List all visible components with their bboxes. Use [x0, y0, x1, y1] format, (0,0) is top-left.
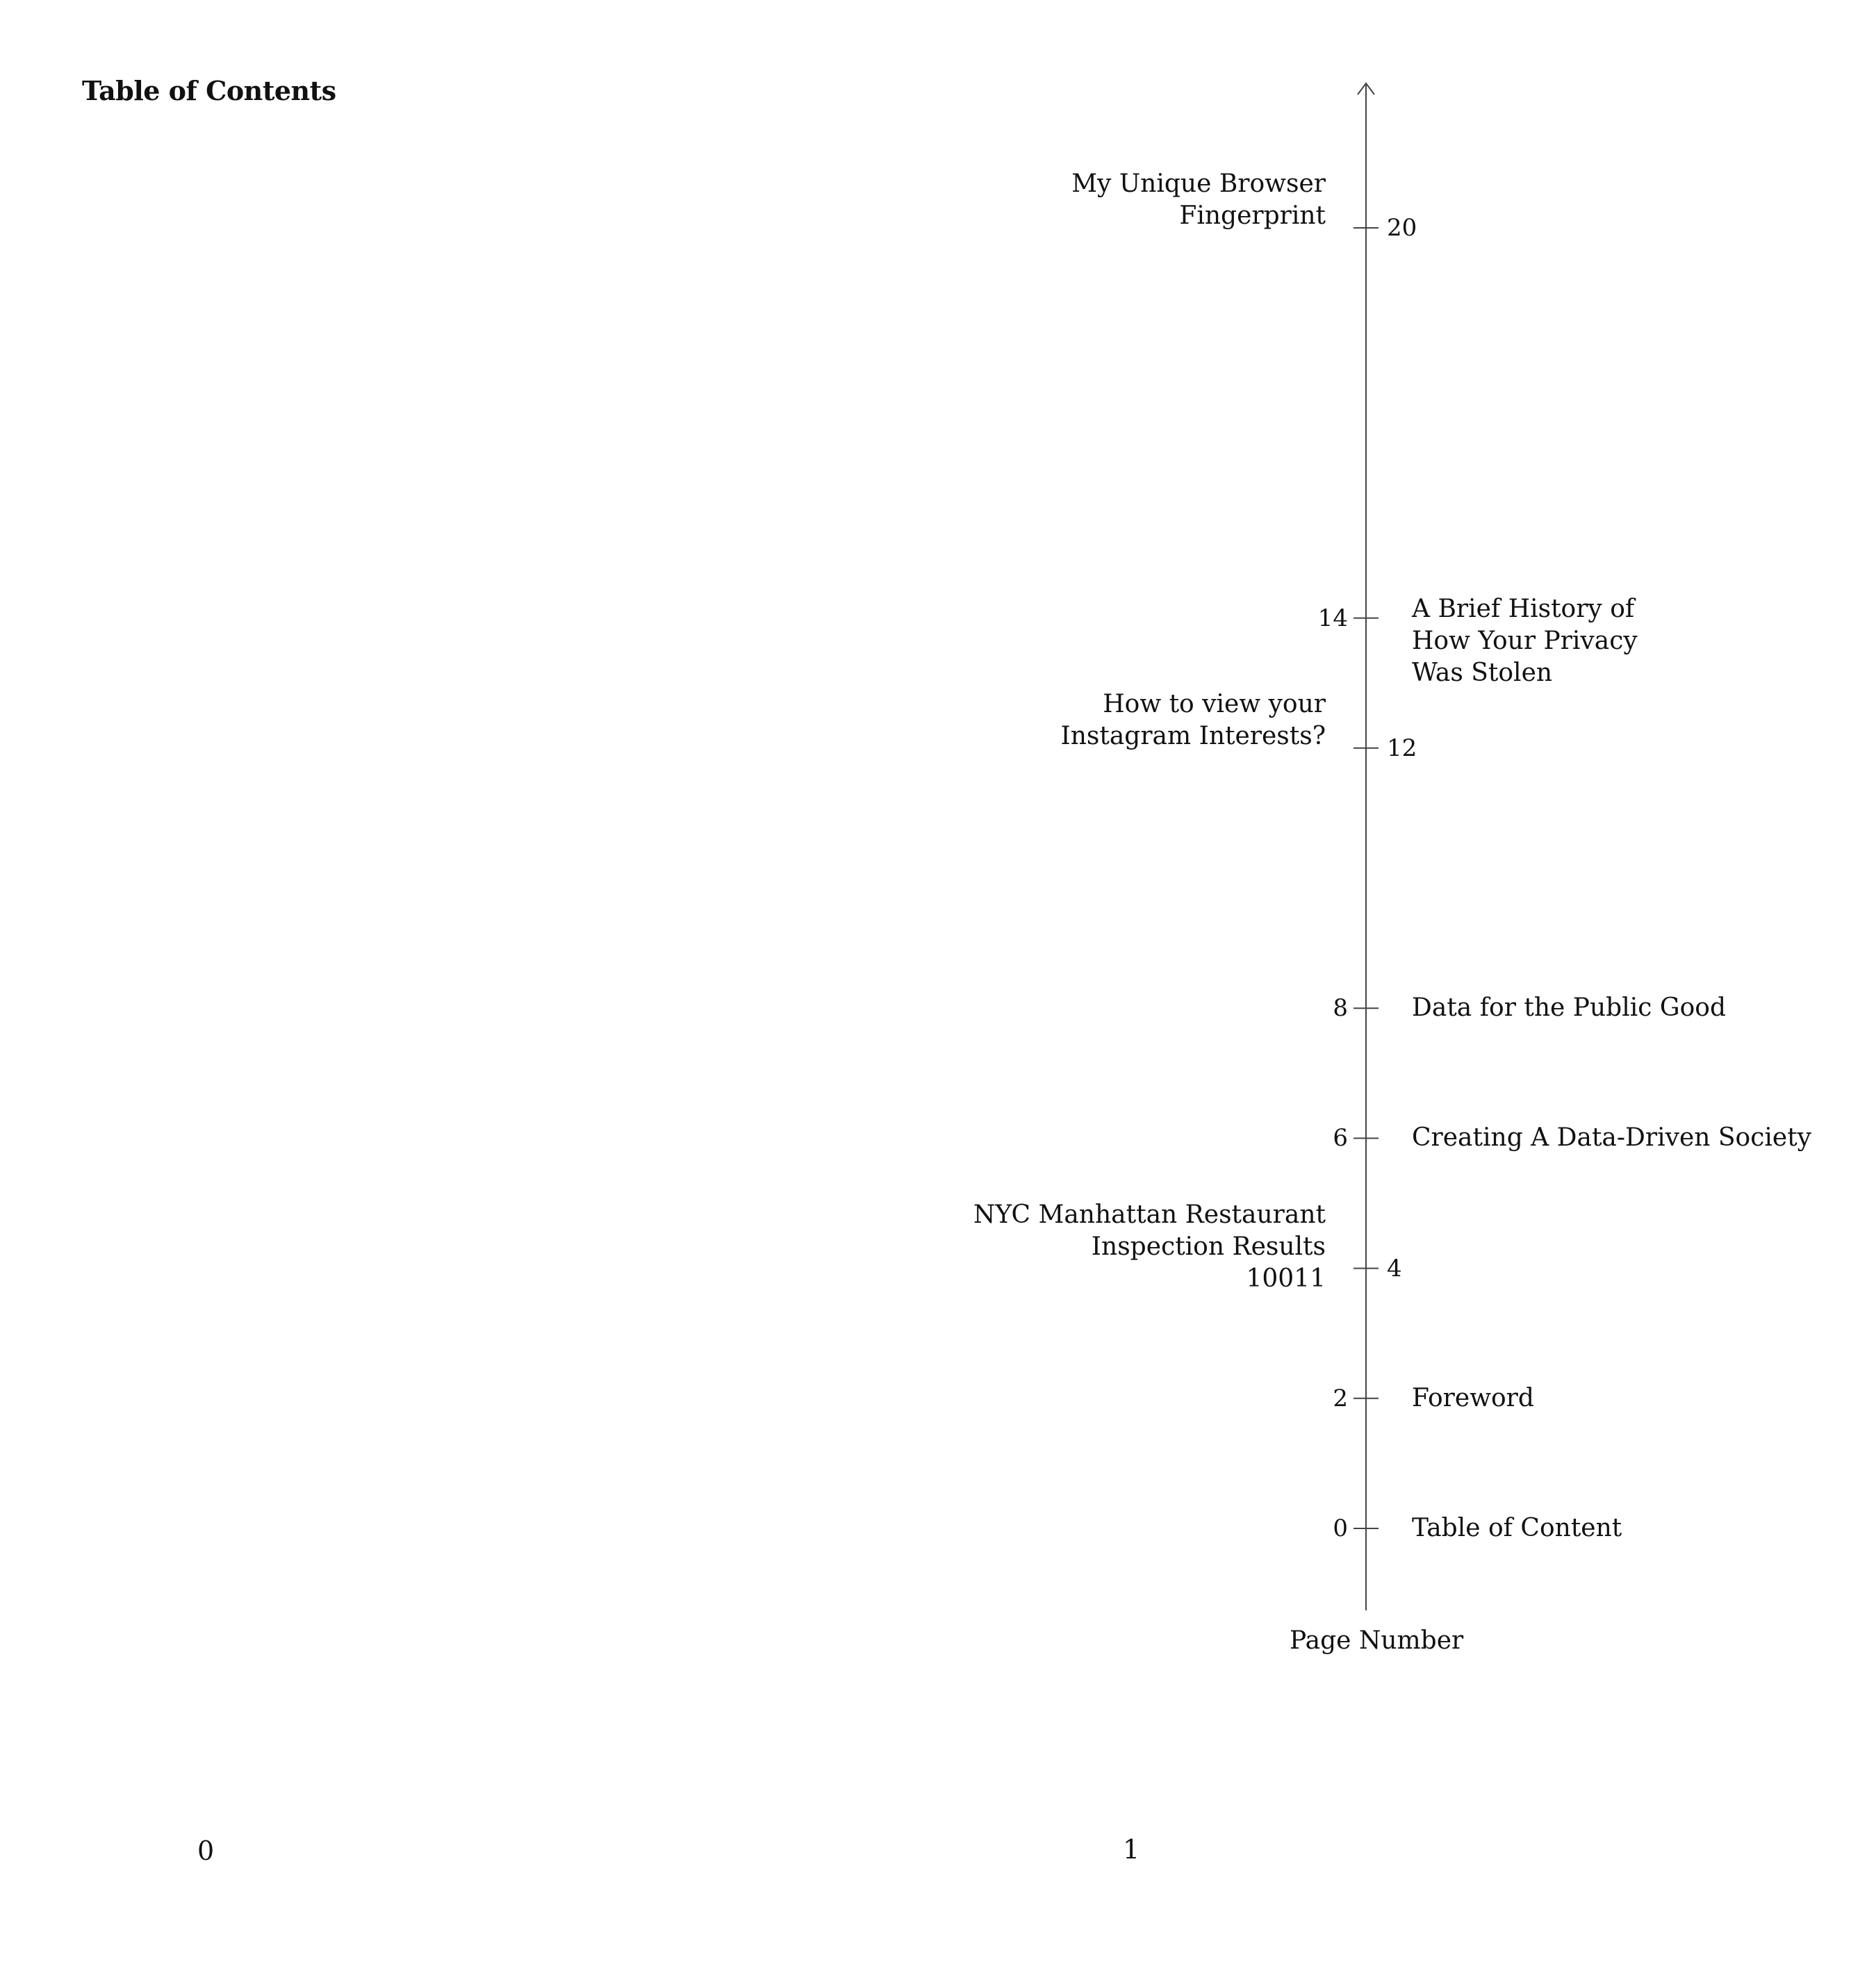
- page-number-6: 6: [1333, 1124, 1348, 1153]
- toc-entry-line: 10011: [1246, 1264, 1326, 1293]
- toc-entry: [973, 1199, 1326, 1295]
- toc-entry: [1412, 593, 1638, 689]
- toc-entry-line: How to view your: [1103, 689, 1326, 718]
- toc-entry-line: Instagram Interests?: [1060, 721, 1326, 750]
- folio-right: 1: [1123, 1834, 1140, 1865]
- toc-entry: [1412, 1383, 1534, 1414]
- axis-title: Page Number: [1290, 1626, 1464, 1655]
- folio-left: 0: [197, 1835, 215, 1866]
- toc-entry: [1412, 992, 1726, 1024]
- toc-entry: [1071, 168, 1326, 232]
- toc-entry-line: How Your Privacy: [1412, 626, 1638, 655]
- toc-entry-line: A Brief History of: [1412, 594, 1635, 623]
- page-number-12: 12: [1387, 734, 1417, 762]
- toc-entry-line: Data for the Public Good: [1412, 993, 1726, 1023]
- page-number-2: 2: [1333, 1384, 1348, 1412]
- toc-entry-line: NYC Manhattan Restaurant: [973, 1200, 1326, 1229]
- toc-entry: [1412, 1512, 1622, 1544]
- page-number-8: 8: [1333, 994, 1348, 1023]
- toc-entry-line: Was Stolen: [1412, 658, 1553, 687]
- page-number-14: 14: [1317, 604, 1348, 632]
- page-number-4: 4: [1387, 1254, 1402, 1282]
- toc-entry-line: My Unique Browser: [1071, 170, 1326, 198]
- toc-entry-line: Fingerprint: [1179, 201, 1326, 230]
- toc-entry-line: Creating A Data-Driven Society: [1412, 1123, 1812, 1153]
- toc-entry-line: Inspection Results: [1091, 1232, 1326, 1261]
- toc-entry-line: Table of Content: [1412, 1514, 1622, 1542]
- page-number-20: 20: [1387, 214, 1417, 242]
- toc-entry-line: Foreword: [1412, 1383, 1534, 1412]
- toc-entry: [1060, 688, 1326, 752]
- document-title: Table of Contents: [82, 75, 336, 106]
- page-number-0: 0: [1333, 1515, 1348, 1542]
- toc-entry: [1412, 1122, 1811, 1154]
